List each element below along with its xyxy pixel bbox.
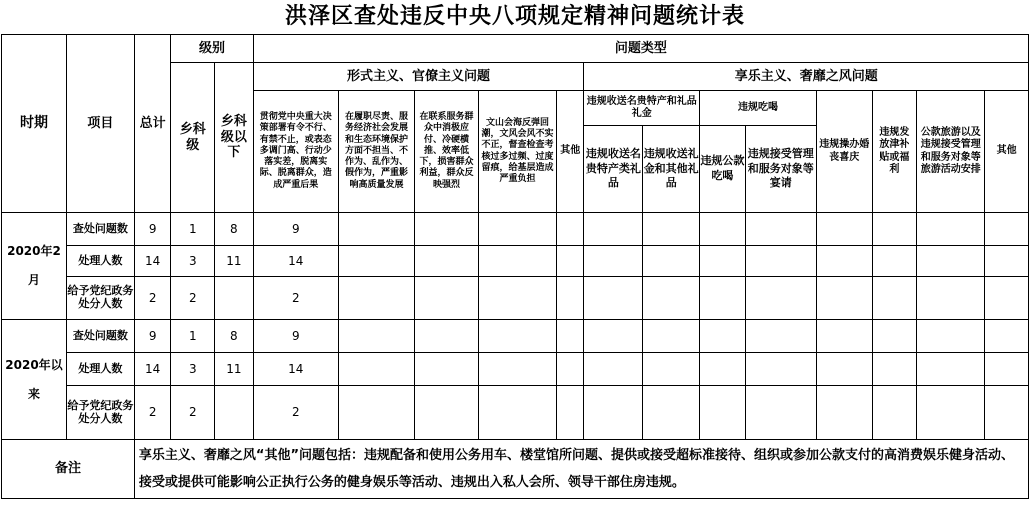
cell-total: 14 [134, 353, 171, 386]
cell-formalism-decision: 9 [253, 213, 338, 246]
cell-formalism-decision: 2 [253, 386, 338, 440]
header-formalism-other: 其他 [557, 91, 584, 213]
cell-township: 3 [171, 353, 215, 386]
header-dining-group: 违规吃喝 [700, 91, 817, 126]
header-dining-banquet: 违规接受管理和服务对象等宴请 [745, 126, 816, 213]
note-text: 享乐主义、奢靡之风“其他”问题包括：违规配备和使用公务用车、楼堂馆所问题、提供或接受超标准接待、组织或参加公款支付的高消费娱乐健身活动、接受或提供可能影响公正执行公务的健身娱乐等活动、违规出入私人会所、领导干部住房违规。 [134, 440, 1028, 499]
empty-cell [745, 320, 816, 353]
empty-cell [745, 213, 816, 246]
empty-cell [643, 386, 700, 440]
header-hedonism: 享乐主义、奢靡之风问题 [584, 63, 1029, 91]
cell-township: 3 [171, 246, 215, 277]
header-formalism-meetings: 文山会海反弹回潮，文风会风不实不正，督查检查考核过多过频、过度留痕，给基层造成严重负担 [478, 91, 556, 213]
empty-cell [917, 277, 985, 320]
empty-cell [415, 353, 479, 386]
empty-cell [338, 213, 414, 246]
cell-below [215, 277, 254, 320]
header-wedding: 违规操办婚丧喜庆 [816, 91, 872, 213]
empty-cell [338, 353, 414, 386]
empty-cell [557, 386, 584, 440]
empty-cell [478, 213, 556, 246]
empty-cell [584, 353, 643, 386]
header-subsidy: 违规发放津补贴或福利 [872, 91, 917, 213]
empty-cell [872, 353, 917, 386]
cell-below [215, 386, 254, 440]
empty-cell [700, 277, 746, 320]
row-item-label: 给予党纪政务处分人数 [66, 386, 134, 440]
cell-township: 1 [171, 320, 215, 353]
empty-cell [700, 246, 746, 277]
empty-cell [917, 353, 985, 386]
cell-formalism-decision: 2 [253, 277, 338, 320]
empty-cell [415, 246, 479, 277]
empty-cell [816, 386, 872, 440]
empty-cell [478, 353, 556, 386]
header-gift-cash: 违规收送礼金和其他礼品 [643, 126, 700, 213]
empty-cell [985, 277, 1029, 320]
empty-cell [643, 320, 700, 353]
empty-cell [338, 386, 414, 440]
cell-formalism-decision: 14 [253, 246, 338, 277]
empty-cell [478, 386, 556, 440]
header-formalism-duty: 在履职尽责、服务经济社会发展和生态环境保护方面不担当、不作为、乱作为、假作为，严重影响高质量发展 [338, 91, 414, 213]
row-item-label: 处理人数 [66, 353, 134, 386]
period-label: 2020年以来 [2, 320, 67, 440]
header-formalism-decision: 贯彻党中央重大决策部署有令不行、有禁不止，或表态多调门高、行动少落实差，脱离实际、脱离群众，造成严重后果 [253, 91, 338, 213]
page-title: 洪泽区查处违反中央八项规定精神问题统计表 [284, 4, 745, 29]
header-formalism-service: 在联系服务群众中消极应付、冷硬横推、效率低下，损害群众利益，群众反映强烈 [415, 91, 479, 213]
empty-cell [985, 320, 1029, 353]
header-level-township: 乡科级 [171, 63, 215, 213]
cell-total: 14 [134, 246, 171, 277]
cell-below: 8 [215, 213, 254, 246]
empty-cell [584, 277, 643, 320]
empty-cell [415, 386, 479, 440]
cell-township: 2 [171, 277, 215, 320]
period-label: 2020年2月 [2, 213, 67, 320]
cell-below: 11 [215, 246, 254, 277]
note-label: 备注 [2, 440, 135, 499]
cell-township: 1 [171, 213, 215, 246]
empty-cell [985, 246, 1029, 277]
empty-cell [745, 246, 816, 277]
cell-total: 2 [134, 277, 171, 320]
empty-cell [557, 246, 584, 277]
empty-cell [557, 277, 584, 320]
empty-cell [985, 213, 1029, 246]
header-hedonism-other: 其他 [985, 91, 1029, 213]
empty-cell [478, 246, 556, 277]
header-item: 项目 [66, 35, 134, 213]
empty-cell [816, 277, 872, 320]
empty-cell [338, 246, 414, 277]
empty-cell [816, 213, 872, 246]
header-total: 总计 [134, 35, 171, 213]
empty-cell [745, 353, 816, 386]
empty-cell [872, 320, 917, 353]
row-item-label: 给予党纪政务处分人数 [66, 277, 134, 320]
empty-cell [643, 213, 700, 246]
empty-cell [584, 213, 643, 246]
header-level: 级别 [171, 35, 253, 63]
empty-cell [985, 386, 1029, 440]
cell-below: 11 [215, 353, 254, 386]
cell-total: 9 [134, 320, 171, 353]
header-gift-specialty: 违规收送名贵特产类礼品 [584, 126, 643, 213]
empty-cell [700, 320, 746, 353]
row-item-label: 查处问题数 [66, 320, 134, 353]
empty-cell [584, 246, 643, 277]
empty-cell [917, 213, 985, 246]
empty-cell [816, 320, 872, 353]
empty-cell [415, 213, 479, 246]
empty-cell [917, 320, 985, 353]
empty-cell [872, 386, 917, 440]
empty-cell [338, 320, 414, 353]
empty-cell [338, 277, 414, 320]
empty-cell [415, 277, 479, 320]
row-item-label: 处理人数 [66, 246, 134, 277]
cell-total: 9 [134, 213, 171, 246]
header-problem-type: 问题类型 [253, 35, 1028, 63]
empty-cell [584, 386, 643, 440]
empty-cell [643, 353, 700, 386]
empty-cell [557, 353, 584, 386]
empty-cell [415, 320, 479, 353]
empty-cell [917, 386, 985, 440]
cell-township: 2 [171, 386, 215, 440]
cell-total: 2 [134, 386, 171, 440]
header-travel: 公款旅游以及违规接受管理和服务对象等旅游活动安排 [917, 91, 985, 213]
empty-cell [700, 353, 746, 386]
cell-formalism-decision: 9 [253, 320, 338, 353]
empty-cell [745, 277, 816, 320]
empty-cell [700, 213, 746, 246]
empty-cell [816, 246, 872, 277]
empty-cell [700, 386, 746, 440]
cell-formalism-decision: 14 [253, 353, 338, 386]
header-dining-public: 违规公款吃喝 [700, 126, 746, 213]
empty-cell [478, 320, 556, 353]
empty-cell [557, 213, 584, 246]
empty-cell [557, 320, 584, 353]
empty-cell [872, 246, 917, 277]
header-period: 时期 [2, 35, 67, 213]
statistics-table [1, 34, 1029, 499]
empty-cell [816, 353, 872, 386]
empty-cell [643, 277, 700, 320]
header-level-below: 乡科级以下 [215, 63, 254, 213]
empty-cell [478, 277, 556, 320]
cell-below: 8 [215, 320, 254, 353]
empty-cell [745, 386, 816, 440]
header-gift-group: 违规收送名贵特产和礼品礼金 [584, 91, 700, 126]
empty-cell [985, 353, 1029, 386]
empty-cell [584, 320, 643, 353]
header-formalism: 形式主义、官僚主义问题 [253, 63, 584, 91]
empty-cell [872, 213, 917, 246]
empty-cell [643, 246, 700, 277]
row-item-label: 查处问题数 [66, 213, 134, 246]
empty-cell [917, 246, 985, 277]
empty-cell [872, 277, 917, 320]
